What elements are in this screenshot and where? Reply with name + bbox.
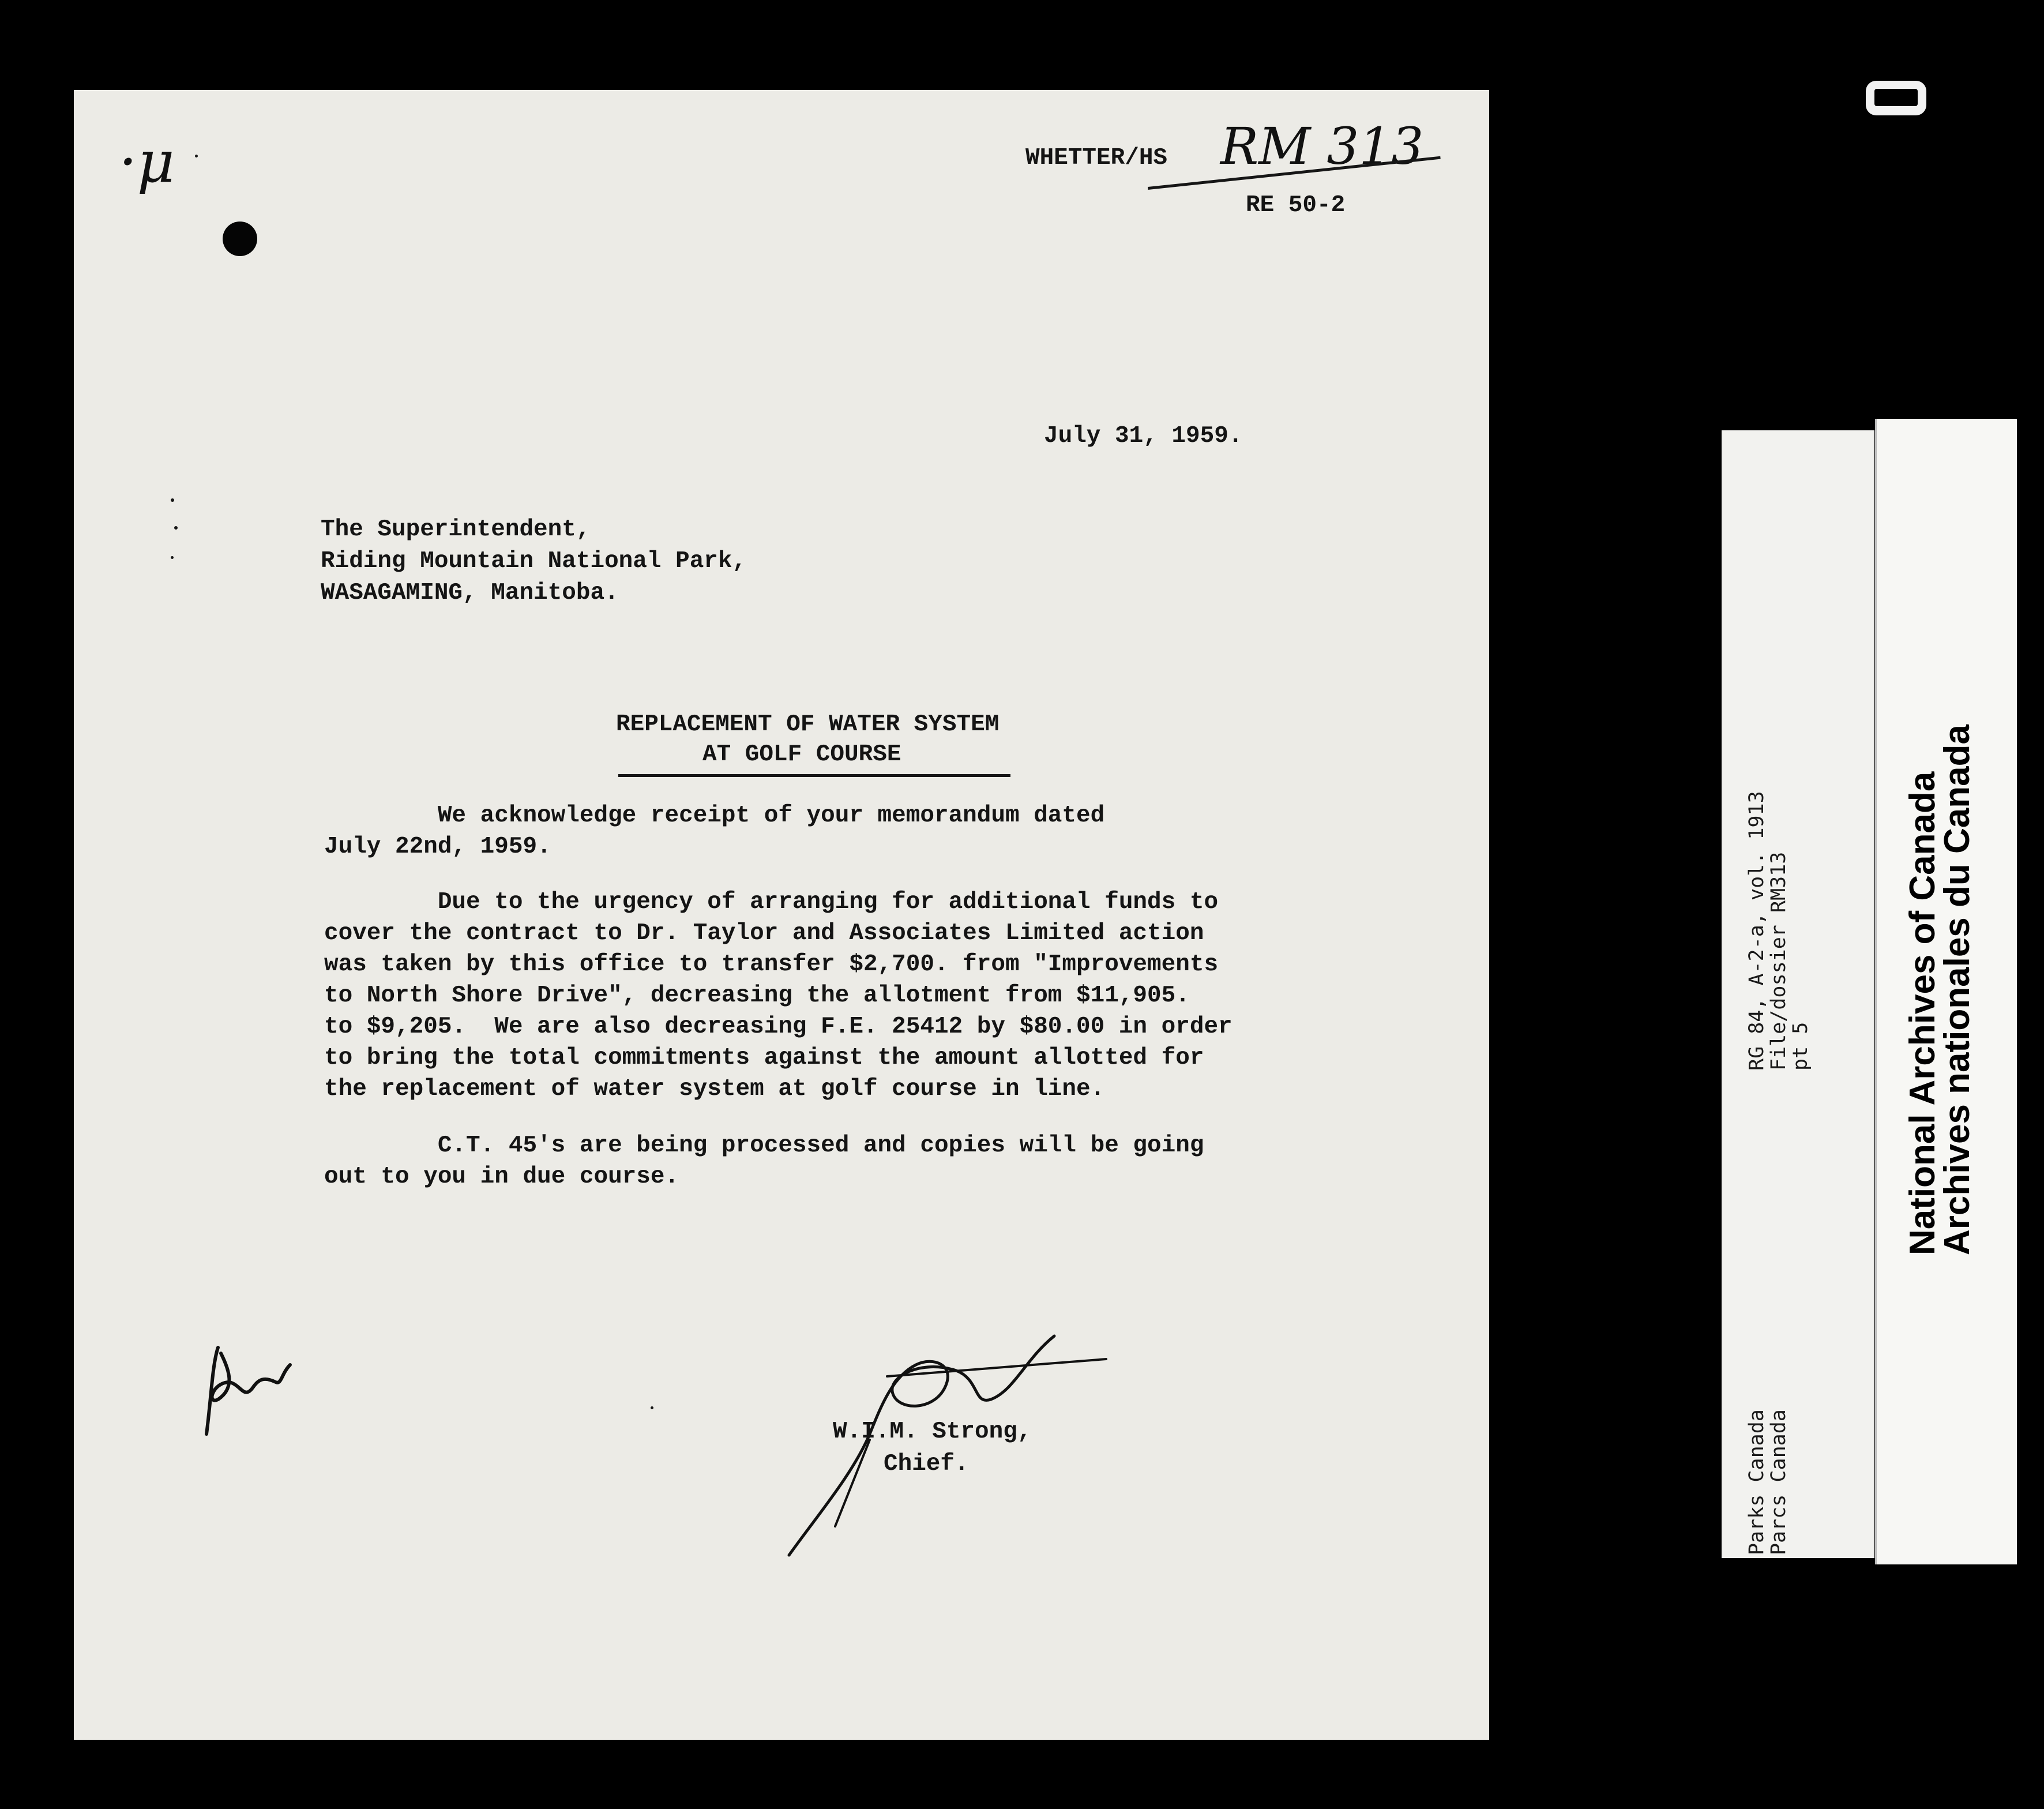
department-line: Parcs Canada [1767, 1409, 1790, 1555]
institution-line: Archives nationales du Canada [1937, 725, 1977, 1255]
archive-reference-label [1722, 430, 1874, 1558]
file-number: RE 50-2 [1246, 192, 1346, 219]
speck [651, 1406, 653, 1409]
body-line: the replacement of water system at golf course in line. [324, 1076, 1105, 1102]
corner-mark-handwritten: ·μ [119, 128, 175, 196]
film-frame-mark [1863, 75, 1929, 121]
signatory-title: Chief. [884, 1451, 969, 1477]
addressee-line: Riding Mountain National Park, [321, 548, 747, 575]
department-line: Parks Canada [1745, 1409, 1768, 1555]
reference-line: RG 84, A-2-a, vol. 1913 [1745, 791, 1768, 1071]
department-lines [1746, 1409, 1790, 1555]
subject-line: REPLACEMENT OF WATER SYSTEM [616, 711, 1000, 738]
margin-initials [211, 1342, 219, 1348]
speck [195, 155, 198, 157]
speck [174, 526, 178, 530]
body-line: to bring the total commitments against the amount allotted for [324, 1045, 1204, 1071]
body-line: to $9,205. We are also decreasing F.E. 25412 by $80.00 in order [324, 1014, 1233, 1040]
signatory-name: W.I.M. Strong, [833, 1418, 1032, 1445]
letter-date: July 31, 1959. [1044, 423, 1243, 449]
margin-initials-scrawl [195, 1330, 310, 1446]
reference-initials: WHETTER/HS [1025, 145, 1168, 171]
reference-lines [1746, 791, 1812, 1071]
subject-underline [618, 774, 1010, 777]
reference-line: pt 5 [1789, 1022, 1812, 1071]
addressee-line: The Superintendent, [321, 516, 591, 543]
body-line: was taken by this office to transfer $2,700. from "Improvements [324, 951, 1219, 978]
institution-line: National Archives of Canada [1903, 771, 1942, 1255]
institution-lines [1903, 725, 1977, 1255]
body-line: out to you in due course. [324, 1164, 679, 1190]
addressee-line: WASAGAMING, Manitoba. [321, 580, 619, 606]
body-line: C.T. 45's are being processed and copies will be going [324, 1132, 1204, 1159]
body-line: to North Shore Drive", decreasing the allotment from $11,905. [324, 982, 1190, 1009]
subject-line: AT GOLF COURSE [702, 741, 901, 768]
reference-line: File/dossier RM313 [1767, 851, 1790, 1071]
body-line: July 22nd, 1959. [324, 834, 551, 860]
handwritten-file-number: RM 313 [1220, 117, 1424, 176]
punch-hole [223, 222, 257, 256]
speck [171, 498, 174, 502]
speck [171, 556, 174, 559]
body-line: cover the contract to Dr. Taylor and Associates Limited action [324, 920, 1204, 947]
letter-page [74, 90, 1489, 1740]
body-line: We acknowledge receipt of your memorandum dated [324, 802, 1105, 829]
archive-institution-label [1875, 419, 2017, 1564]
body-line: Due to the urgency of arranging for additional funds to [324, 889, 1219, 915]
